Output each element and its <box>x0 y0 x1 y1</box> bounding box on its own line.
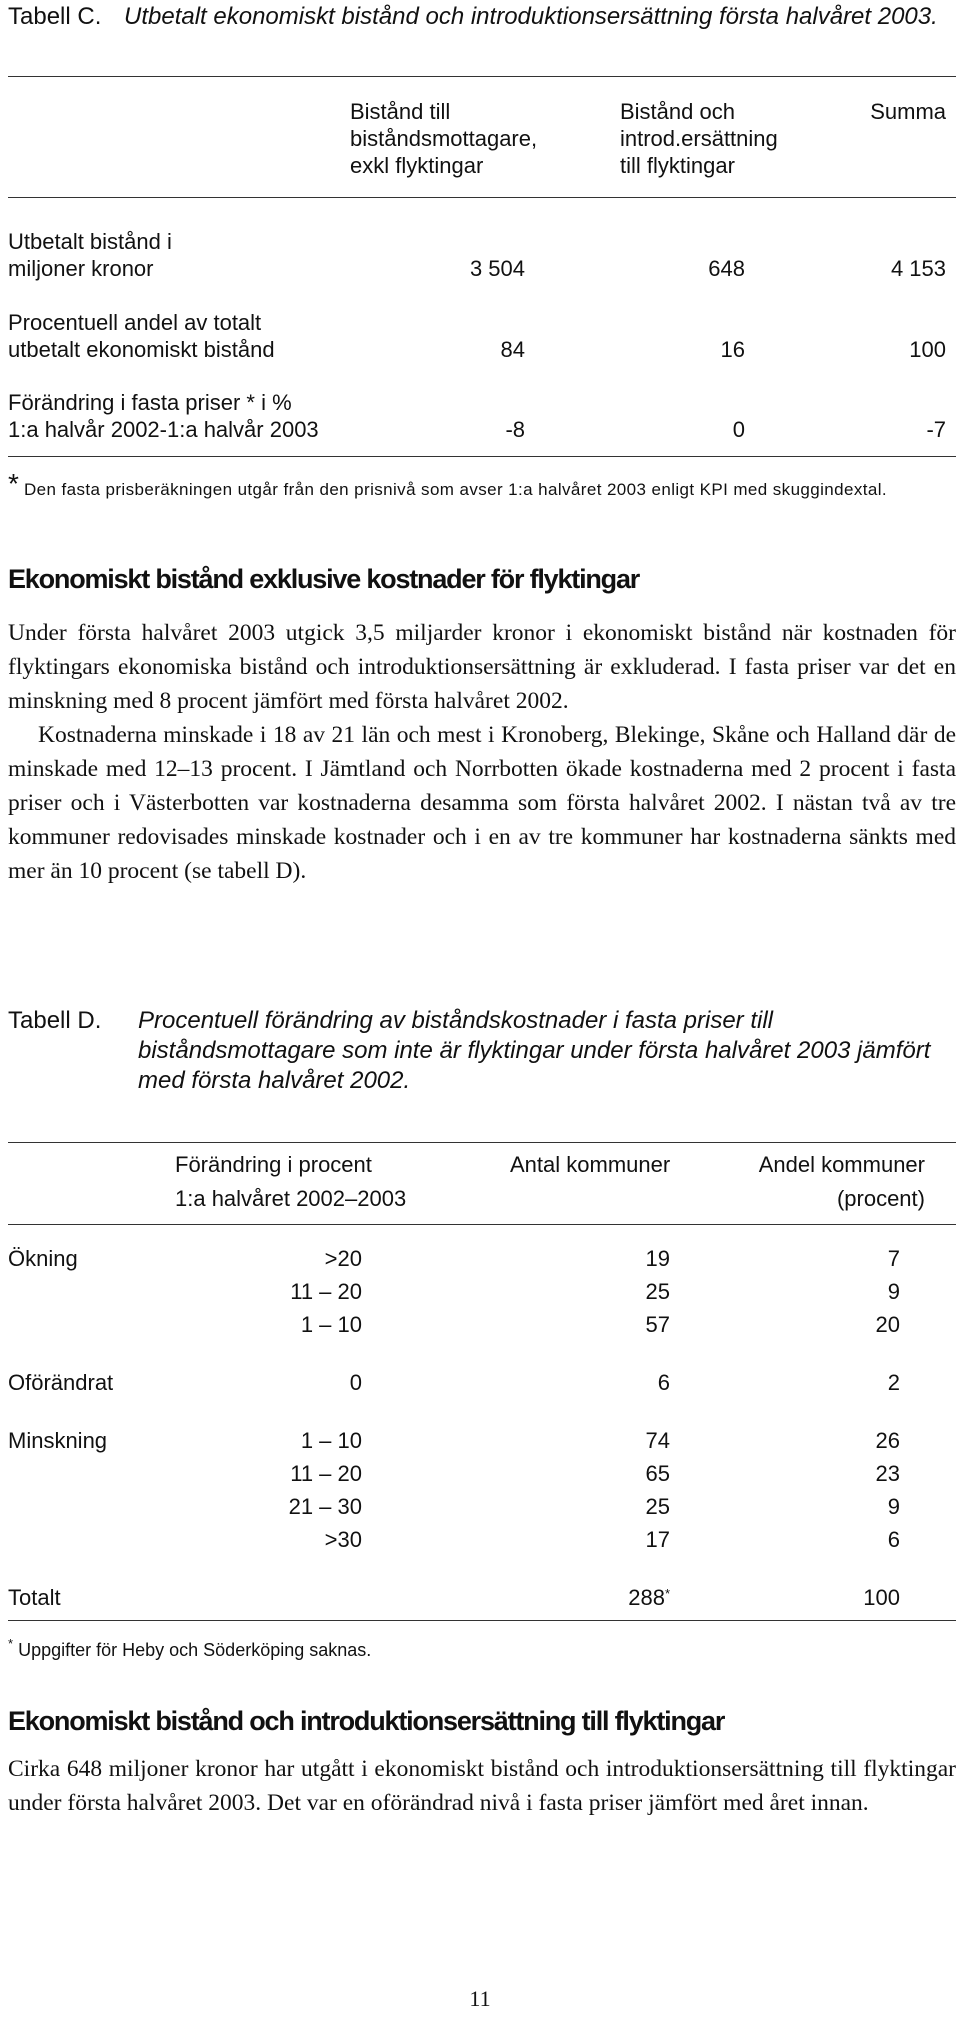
table-d-share: 9 <box>887 1279 900 1304</box>
table-d-share: 6 <box>887 1527 900 1552</box>
table-c-label: Tabell C. <box>8 3 102 30</box>
paragraph: Kostnaderna minskade i 18 av 21 län och mest i Kronoberg, Blekinge, Skåne och Halland där de minskade med 12–13 procent. I Jämtland och Norrbotten ökade kostnaderna med 2 procent i fasta priser och i Västerbotten var kostnaderna desamma som första halvåret 2002. I nästan två av tre kommuner redovisades minskade kostnader och i en av tre kommuner har kostnaderna sänkts med mer än 10 procent (se tabell D). <box>8 722 956 884</box>
table-c-cell: 100 <box>909 337 946 362</box>
table-d-share: 2 <box>887 1370 900 1395</box>
table-d-range: 11 – 20 <box>290 1461 362 1486</box>
table-d-group-label: Oförändrat <box>8 1370 114 1395</box>
table-d-range: 1 – 10 <box>300 1428 362 1453</box>
table-d-col1-header <box>175 1148 475 1216</box>
table-d-count: 19 <box>645 1246 670 1271</box>
table-c-title: Utbetalt ekonomiskt bistånd och introduktionsersättning första halvåret 2003. <box>124 3 938 30</box>
table-c-row-label <box>8 309 368 363</box>
table-d-count: 65 <box>645 1461 670 1486</box>
section-heading: Ekonomiskt bistånd och introduktionsersättning till flyktingar <box>8 1706 725 1736</box>
table-d-bottom-rule <box>8 1620 956 1621</box>
table-d-total-count-cell <box>560 1584 670 1611</box>
row-label-line: 1:a halvår 2002-1:a halvår 2003 <box>8 417 319 442</box>
footnote-mark: * <box>8 1636 14 1651</box>
table-d-share: 20 <box>875 1312 900 1337</box>
table-d-group-label: Minskning <box>8 1428 108 1453</box>
paragraph: Cirka 648 miljoner kronor har utgått i ekonomiskt bistånd och introduktionsersättning till flyktingar under första halvåret 2003. Det var en oförändrad nivå i fasta priser jämfört med året innan. <box>8 1756 956 1816</box>
table-d-col2-header <box>510 1148 710 1182</box>
table-c-cell: -8 <box>505 417 525 442</box>
table-d-col3-header <box>720 1148 925 1216</box>
table-d-label: Tabell D. <box>8 1007 102 1034</box>
table-d-range: >20 <box>324 1246 362 1271</box>
col-header-line: Antal kommuner <box>510 1152 671 1177</box>
section-heading: Ekonomiskt bistånd exklusive kostnader för flyktingar <box>8 564 640 594</box>
table-d-share: 23 <box>875 1461 900 1486</box>
table-d-count: 74 <box>645 1428 670 1453</box>
table-d-total-count: 288 <box>628 1585 665 1610</box>
footnote-text: Uppgifter för Heby och Söderköping saknas. <box>18 1640 372 1660</box>
row-label-line: Procentuell andel av totalt <box>8 310 262 335</box>
col-header-line: Andel kommuner <box>758 1152 925 1177</box>
col1-header-line1: Bistånd till <box>350 99 451 124</box>
col3-header-line1: Summa <box>870 99 946 124</box>
col2-header-line2: introd.ersättning <box>620 126 778 151</box>
col1-header-line2: biståndsmottagare, <box>350 126 538 151</box>
table-d-total-label: Totalt <box>8 1585 61 1610</box>
table-d-range: 11 – 20 <box>290 1279 362 1304</box>
table-c-row-label <box>8 228 338 282</box>
table-d-count: 57 <box>645 1312 670 1337</box>
col-header-line: 1:a halvåret 2002–2003 <box>175 1186 407 1211</box>
table-d-footnote <box>8 1636 956 1661</box>
table-c-cell: 3 504 <box>469 256 525 281</box>
table-c-cell: 84 <box>500 337 525 362</box>
table-d-total-share: 100 <box>863 1585 900 1610</box>
table-d-share: 7 <box>887 1246 900 1271</box>
col2-header-line3: till flyktingar <box>620 153 735 178</box>
table-d-group-label: Ökning <box>8 1246 78 1271</box>
footnote-mark: * <box>8 468 20 499</box>
table-d-count: 25 <box>645 1494 670 1519</box>
col2-header-line1: Bistånd och <box>620 99 735 124</box>
col-header-line: Förändring i procent <box>175 1152 372 1177</box>
section-body <box>8 616 956 888</box>
col-header-line: (procent) <box>836 1186 925 1211</box>
footnote-text: Den fasta prisberäkningen utgår från den prisnivå som avser 1:a halvåret 2003 enligt KPI med skuggindextal. <box>24 480 888 499</box>
table-d-range: 1 – 10 <box>300 1312 362 1337</box>
table-d-count: 6 <box>657 1370 670 1395</box>
table-d-total-mark: * <box>664 1586 670 1601</box>
section-body <box>8 1752 956 1820</box>
table-d-top-rule <box>8 1142 956 1143</box>
table-d-title: Procentuell förändring av biståndskostnader i fasta priser till biståndsmottagare som inte är flyktingar under första halvåret 2003 jämfört med första halvåret 2002. <box>138 1007 931 1094</box>
table-c-cell: 648 <box>708 256 745 281</box>
row-label-line: miljoner kronor <box>8 256 154 281</box>
table-d-count: 25 <box>645 1279 670 1304</box>
table-d-header-rule <box>8 1224 956 1225</box>
table-c-cell: 0 <box>732 417 745 442</box>
col1-header-line3: exkl flyktingar <box>350 153 484 178</box>
table-d-share: 9 <box>887 1494 900 1519</box>
row-label-line: Förändring i fasta priser * i % <box>8 390 292 415</box>
table-c-cell: 4 153 <box>890 256 946 281</box>
table-d-range: 0 <box>349 1370 362 1395</box>
table-c-bottom-rule <box>8 456 956 457</box>
table-c-col3-header <box>800 98 946 125</box>
table-c-col1-header <box>350 98 590 179</box>
table-d-share: 26 <box>875 1428 900 1453</box>
table-c-cell: 16 <box>720 337 745 362</box>
table-d-range: >30 <box>324 1527 362 1552</box>
page-number: 11 <box>469 1986 491 2011</box>
table-c-top-rule <box>8 76 956 77</box>
paragraph: Under första halvåret 2003 utgick 3,5 miljarder kronor i ekonomiskt bistånd när kostnaden för flyktingars ekonomiska bistånd och introduktionsersättning är exkluderad. I fasta priser var det en minskning med 8 procent jämfört med första halvåret 2002. <box>8 620 956 714</box>
table-c-cell: -7 <box>926 417 946 442</box>
row-label-line: utbetalt ekonomiskt bistånd <box>8 337 275 362</box>
table-d-range: 21 – 30 <box>288 1494 362 1519</box>
table-c-header-rule <box>8 197 956 198</box>
table-c-row-label <box>8 389 408 443</box>
row-label-line: Utbetalt bistånd i <box>8 229 172 254</box>
table-d-count: 17 <box>645 1527 670 1552</box>
